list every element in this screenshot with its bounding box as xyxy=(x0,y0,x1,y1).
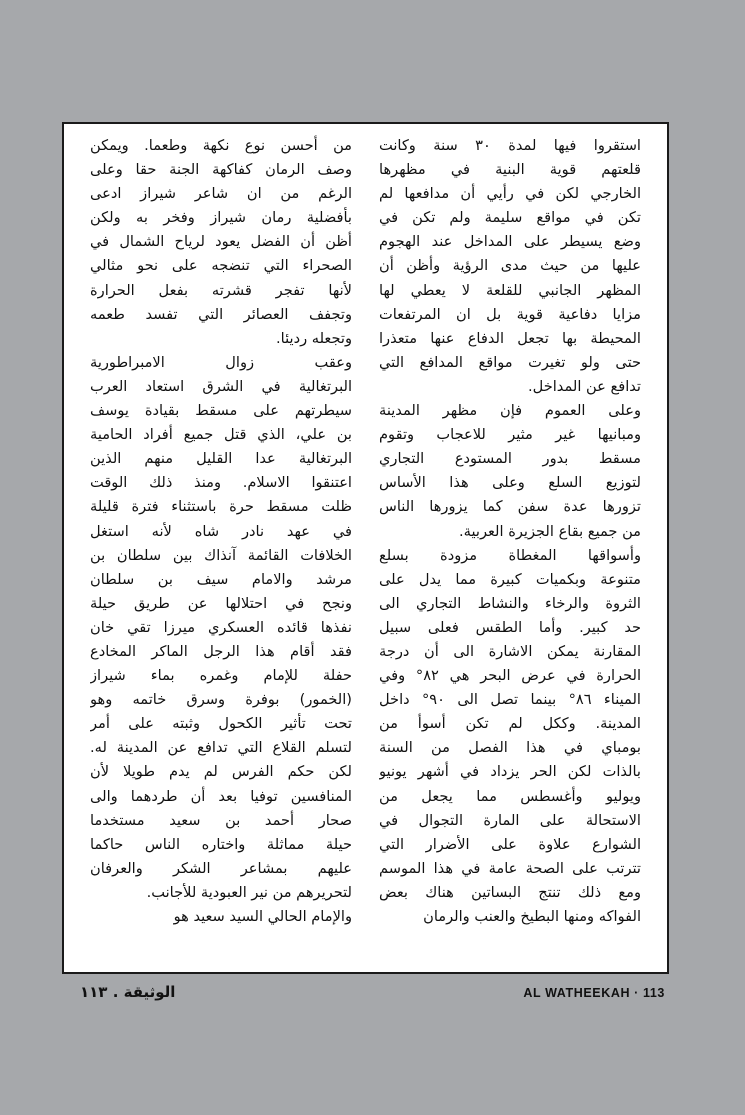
text-line: من أحسن نوع نكهة وطعما. ويمكن xyxy=(90,137,352,154)
text-line: تزورها عدة سفن كما يزورها الناس xyxy=(379,498,641,516)
text-line: الخلافات القائمة آنذاك بين سلطان بن xyxy=(90,546,352,564)
article-column-left xyxy=(90,134,352,929)
text-line: مرشد والامام سيف بن سلطان xyxy=(90,570,352,588)
text-line: بن علي، الذي قتل جميع أفراد الحامية xyxy=(90,426,352,444)
text-line: تدافع عن المداخل. xyxy=(528,377,641,395)
text-line: متنوعة وبكميات كبيرة مما يدل على xyxy=(379,570,641,588)
text-line: مسقط بدور المستودع التجاري xyxy=(379,450,641,468)
text-line: نفذها قائده العسكري ميرزا تقي خان xyxy=(90,618,352,636)
text-line: وضع يسيطر على المداخل عند الهجوم xyxy=(379,233,641,251)
text-line: ونجح في احتلالها عن طريق حيلة xyxy=(90,594,352,612)
text-line: المقارنة يمكن الاشارة الى أن درجة xyxy=(379,642,641,660)
article-column-right xyxy=(379,134,641,929)
text-line: حتى ولو تغيرت مواقع المدافع التي xyxy=(379,353,641,371)
text-line: وتجفف العصائر التي تفسد طعمه xyxy=(90,305,352,323)
text-line: المنافسين توفيا بعد أن طردهما والى xyxy=(90,787,352,805)
text-line: المحيطة بها تجعل الدفاع عنها متعذرا xyxy=(379,329,641,347)
text-line: (الخمور) بوفرة وسرق خاتمه وهو xyxy=(90,691,352,709)
text-line: وأسواقها المغطاة مزودة بسلع xyxy=(379,546,641,564)
text-line: لكن حكم الفرس لم يدم طويلا لأن xyxy=(90,763,352,781)
text-line: أظن أن الفضل يعود لرياح الشمال في xyxy=(90,233,352,251)
text-line: البرتغالية عدا القليل منهم الذين xyxy=(90,450,352,468)
text-line: ومبانيها غير مثير للاعجاب وتقوم xyxy=(379,426,641,444)
text-line: وتجعله رديئا. xyxy=(276,329,352,347)
text-line: ويوليو وأغسطس مما يجعل من xyxy=(379,787,641,805)
text-line: الميناء ٨٦° بينما تصل الى ٩٠° داخل xyxy=(379,691,641,709)
text-line: الحرارة في عرض البحر هي ٨٢° وفي xyxy=(379,667,641,685)
text-line: بومباي في هذا الفصل من السنة xyxy=(379,739,641,757)
text-line: حيلة مماثلة واختاره الناس حاكما xyxy=(90,835,352,853)
text-line: اعتنقوا الاسلام. ومنذ ذلك الوقت xyxy=(90,474,352,492)
text-line: المظهر الجانبي للقلعة لا يعطي لها xyxy=(379,281,641,299)
text-line: الشوارع علاوة على الأضرار التي xyxy=(379,835,641,853)
text-line: البرتغالية في الشرق استعاد العرب xyxy=(90,377,352,395)
text-line: ومع ذلك تنتج البساتين هناك بعض xyxy=(379,883,641,901)
text-line: حد كبير. وأما الطقس فعلى سبيل xyxy=(379,618,641,636)
text-line: استقروا فيها لمدة ٣٠ سنة وكانت xyxy=(379,137,641,154)
text-line: عليها من حيث مدى الرؤية وأظن أن xyxy=(379,257,641,275)
text-line: قلعتهم قوية البنية في مظهرها xyxy=(379,161,641,179)
text-line: بأفضلية رمان شيراز وفخر به ولكن xyxy=(90,209,352,227)
text-line: الثروة والرخاء والنشاط التجاري الى xyxy=(379,594,641,612)
text-line: تترتب على الصحة عامة في هذا الموسم xyxy=(379,859,641,877)
footer-page-label-arabic: الوثيقة . ١١٣ xyxy=(80,983,176,1001)
text-line: الرغم من ان شاعر شيراز ادعى xyxy=(90,185,352,203)
text-line: ظلت مسقط حرة باستثناء فترة قليلة xyxy=(90,498,352,516)
text-line: لتحريرهم من نير العبودية للأجانب. xyxy=(146,883,352,901)
text-line: مزايا دفاعية قوية بل ان المرتفعات xyxy=(379,305,641,323)
text-line: تكن في مواقع سليمة ولم تكن في xyxy=(379,209,641,227)
text-line: والإمام الحالي السيد سعيد هو xyxy=(173,908,352,925)
text-line: وعقب زوال الامبراطورية xyxy=(90,353,352,371)
text-line: لأنها تفجر قشرته بفعل الحرارة xyxy=(90,281,352,299)
text-line: صحار أحمد بن سعيد مستخدما xyxy=(90,811,352,829)
text-line: الصحراء التي تنضجه على نحو مثالي xyxy=(90,257,352,275)
text-line: وصف الرمان كفاكهة الجنة حقا وعلى xyxy=(90,161,352,179)
article-frame xyxy=(62,122,669,974)
text-line: عليهم بمشاعر الشكر والعرفان xyxy=(90,859,352,877)
text-line: في عهد نادر شاه لأنه استغل xyxy=(90,522,352,540)
text-line: لتسلم القلاع التي تدافع عن المدينة له. xyxy=(90,739,352,757)
text-line: حفلة للإمام وغمره بماء شيراز xyxy=(90,667,352,685)
text-line: الفواكه ومنها البطيخ والعنب والرمان xyxy=(423,908,641,925)
text-line: المدينة. وككل لم تكن أسوأ من xyxy=(379,715,641,733)
text-line: تحت تأثير الكحول وثبته على أمر xyxy=(90,715,352,733)
text-line: الخارجي لكن في رأيي أن مدافعها لم xyxy=(379,185,641,203)
text-line: من جميع بقاع الجزيرة العربية. xyxy=(459,522,641,540)
text-line: سيطرتهم على مسقط بقيادة يوسف xyxy=(90,402,352,420)
footer-page-label-latin: AL WATHEEKAH · 113 xyxy=(523,986,665,1000)
text-line: بالذات لكن الحر يزداد في أشهر يونيو xyxy=(379,763,641,781)
text-line: فقد أقام هذا الرجل الماكر المخادع xyxy=(90,642,352,660)
text-line: لتوزيع السلع وعلى هذا الأساس xyxy=(379,474,641,492)
text-line: وعلى العموم فإن مظهر المدينة xyxy=(379,402,641,420)
text-line: الاستحالة على المارة التجوال في xyxy=(379,811,641,829)
